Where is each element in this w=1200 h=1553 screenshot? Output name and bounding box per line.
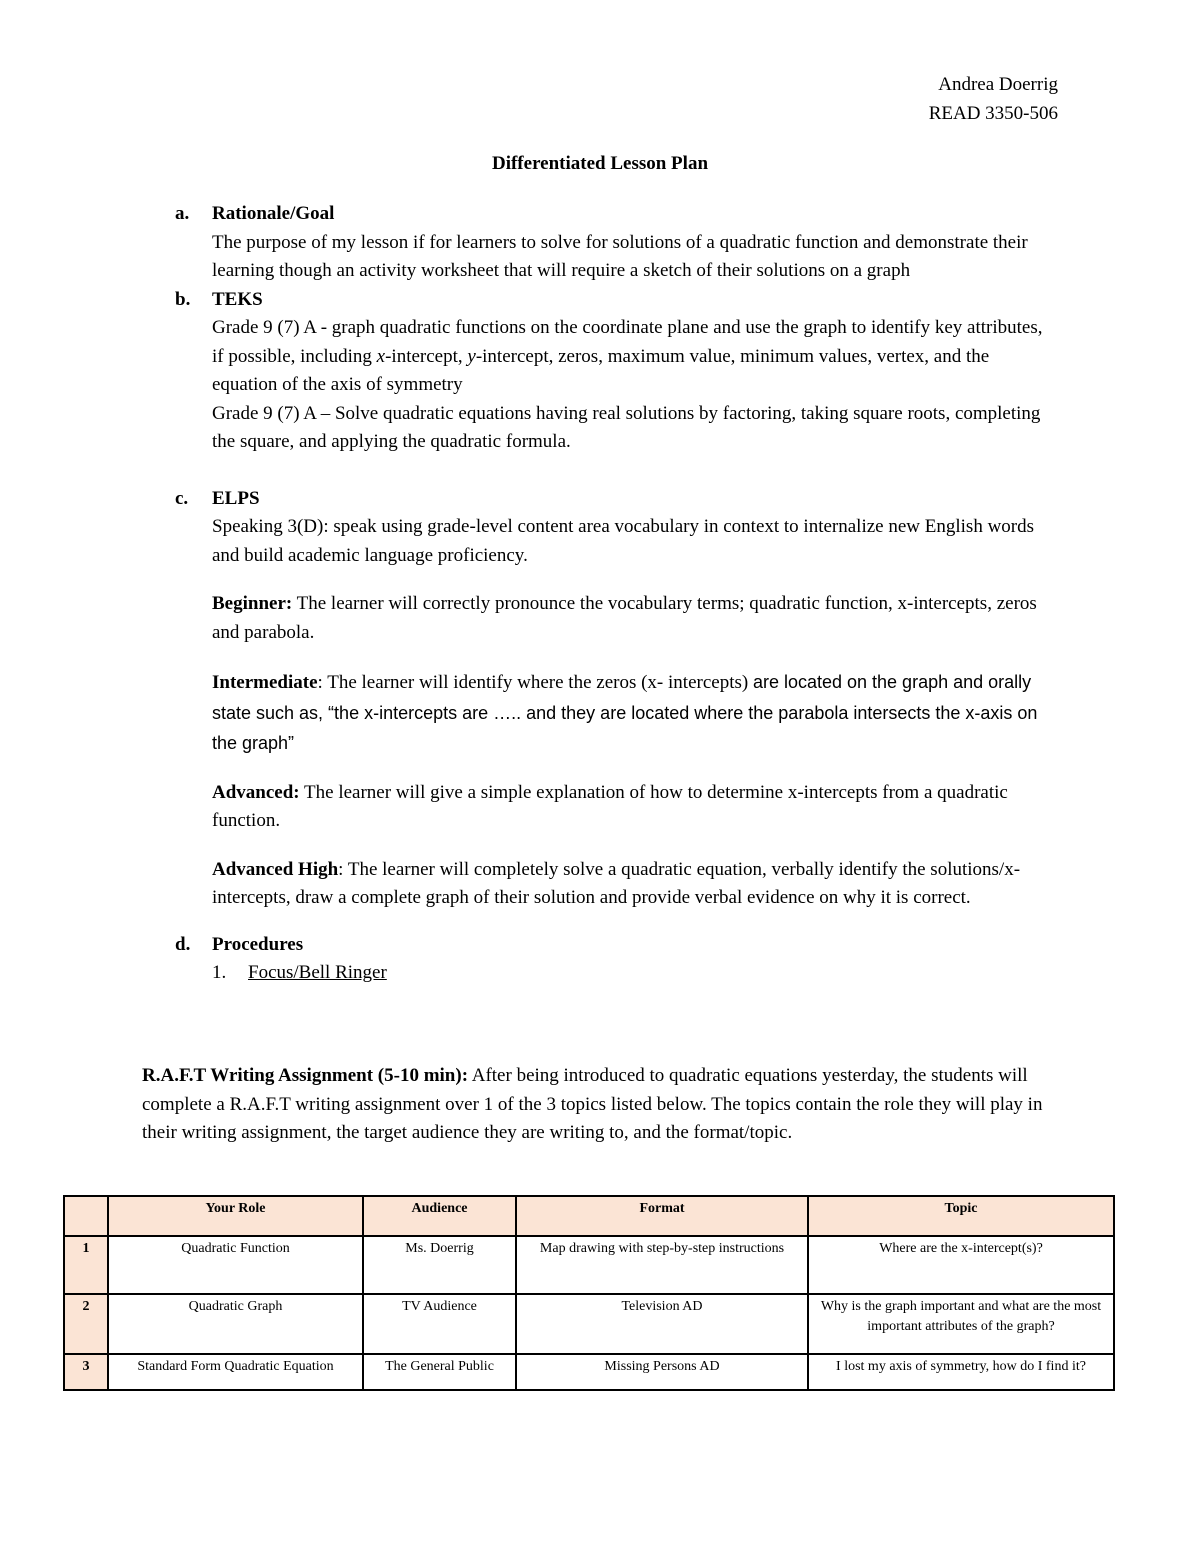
level-label: Advanced: <box>212 781 300 803</box>
raft-table <box>63 1195 1115 1391</box>
section-heading: Rationale/Goal <box>212 203 335 224</box>
table-cell: Map drawing with step-by-step instructions <box>516 1236 808 1294</box>
section-procedures <box>175 931 1055 988</box>
level-beginner: Beginner: The learner will correctly pronounce the vocabulary terms; quadratic function, x-intercepts, zeros and parabola. <box>212 593 1037 643</box>
table-header-cell: Audience <box>363 1196 516 1236</box>
table-cell: Television AD <box>516 1294 808 1354</box>
row-number: 2 <box>64 1294 108 1354</box>
teks-standard-1: Grade 9 (7) A - graph quadratic functions on the coordinate plane and use the graph to identify key attributes, if possible, including x-intercept, y-intercept, zeros, maximum value, minimum values, vertex, and the equation of the axis of symmetry <box>212 317 1043 395</box>
table-header-row <box>64 1196 1114 1236</box>
table-cell: Ms. Doerrig <box>363 1236 516 1294</box>
section-letter: d. <box>175 933 191 955</box>
table-cell: Where are the x-intercept(s)? <box>808 1236 1114 1294</box>
section-body: The purpose of my lesson if for learners to solve for solutions of a quadratic function and demonstrate their learning though an activity worksheet that will require a sketch of their solutions on a graph <box>212 231 1028 281</box>
level-advanced: Advanced: The learner will give a simple explanation of how to determine x-intercepts from a quadratic function. <box>212 781 1008 831</box>
section-heading: ELPS <box>212 487 260 509</box>
page-title: Differentiated Lesson Plan <box>491 153 709 174</box>
table-cell: The General Public <box>363 1354 516 1390</box>
table-header-cell: Topic <box>808 1196 1114 1236</box>
table-cell: Quadratic Function <box>108 1236 363 1294</box>
raft-label: R.A.F.T Writing Assignment (5-10 min): <box>142 1065 469 1086</box>
table-row <box>64 1294 1114 1354</box>
section-elps <box>175 485 1055 913</box>
table-cell: Quadratic Graph <box>108 1294 363 1354</box>
level-intermediate: Intermediate: The learner will identify where the zeros (x- intercepts) are located on the graph and orally state such as, “the x-intercepts are ….. and they are located where the parabola intersects the x-axis on the graph” <box>212 672 1038 753</box>
table-header-cell: Format <box>516 1196 808 1236</box>
table-cell: Why is the graph important and what are the most important attributes of the graph? <box>808 1294 1114 1354</box>
section-heading: Procedures <box>212 933 304 955</box>
procedure-item: 1. Focus/Bell Ringer <box>212 962 387 983</box>
procedure-item-label: Focus/Bell Ringer <box>248 962 387 983</box>
level-advanced-high: Advanced High: The learner will completely solve a quadratic equation, verbally identify the solutions/x-intercepts, draw a complete graph of their solution and provide verbal evidence on why it is correct. <box>212 858 1021 908</box>
elps-standard: Speaking 3(D): speak using grade-level content area vocabulary in context to internalize new English words and build academic language proficiency. <box>212 516 1035 566</box>
course-code: READ 3350-506 <box>928 103 1058 124</box>
level-label: Advanced High <box>212 858 339 880</box>
section-teks <box>175 286 1055 457</box>
row-number: 1 <box>64 1236 108 1294</box>
table-header-cell: Your Role <box>108 1196 363 1236</box>
table-header-cell <box>64 1196 108 1236</box>
teks-standard-2: Grade 9 (7) A – Solve quadratic equations having real solutions by factoring, taking square roots, completing the square, and applying the quadratic formula. <box>212 402 1041 452</box>
section-rationale <box>175 200 1055 286</box>
section-letter: c. <box>175 487 189 509</box>
table-cell: TV Audience <box>363 1294 516 1354</box>
section-letter: a. <box>175 203 190 224</box>
row-number: 3 <box>64 1354 108 1390</box>
section-letter: b. <box>175 288 191 310</box>
document-header <box>929 70 1058 128</box>
table-cell: Missing Persons AD <box>516 1354 808 1390</box>
section-heading: TEKS <box>212 288 263 310</box>
table-row <box>64 1236 1114 1294</box>
author-name: Andrea Doerrig <box>938 74 1058 95</box>
raft-assignment <box>142 1062 1062 1148</box>
raft-description: After being introduced to quadratic equations yesterday, the students will complete a R.A.F.T writing assignment over 1 of the 3 topics listed below. The topics contain the role they will play in their writing assignment, the target audience they are writing to, and the format/topic. <box>142 1065 1043 1143</box>
table-cell: I lost my axis of symmetry, how do I find it? <box>808 1354 1114 1390</box>
table-row <box>64 1354 1114 1390</box>
level-label: Beginner: <box>212 593 293 614</box>
level-label: Intermediate <box>212 672 318 693</box>
lesson-sections <box>175 200 1055 988</box>
table-cell: Standard Form Quadratic Equation <box>108 1354 363 1390</box>
